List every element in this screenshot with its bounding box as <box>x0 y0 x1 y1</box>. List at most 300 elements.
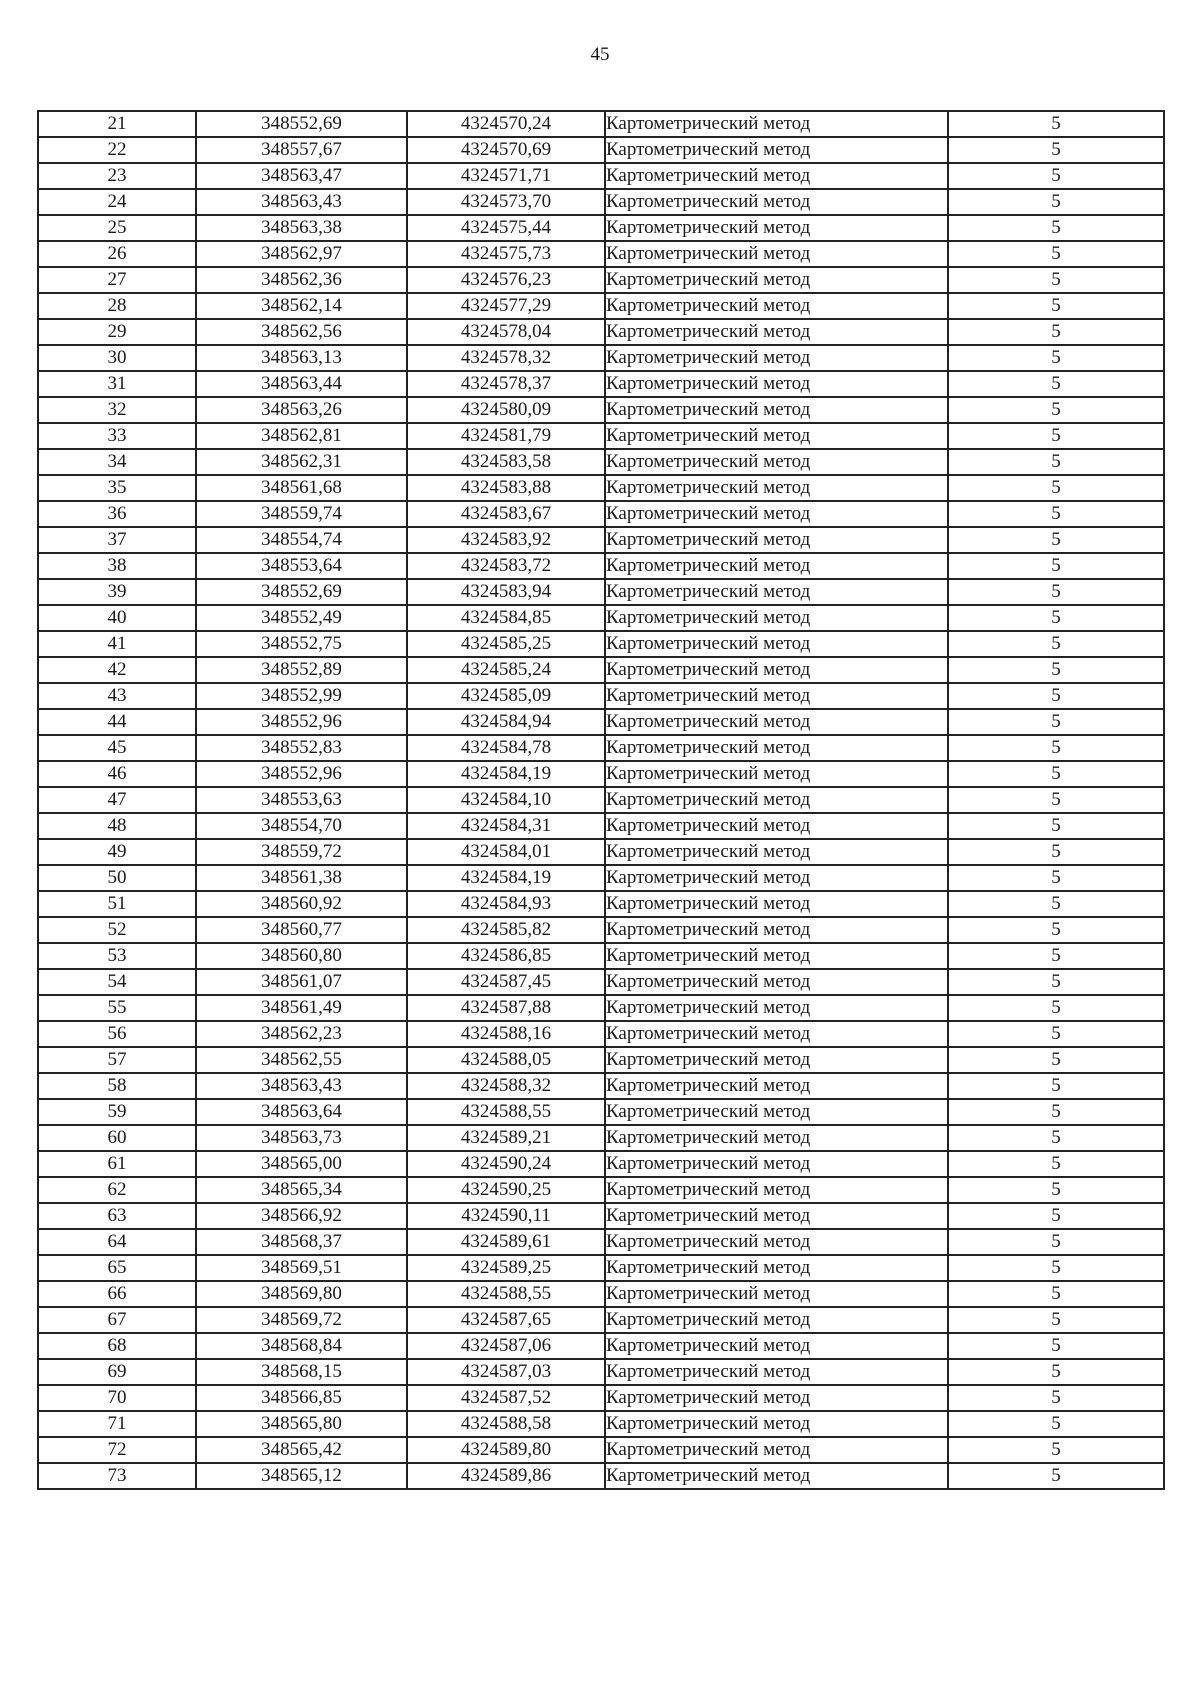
point-number-cell: 36 <box>38 501 196 527</box>
point-number-cell: 31 <box>38 371 196 397</box>
point-number-cell: 45 <box>38 735 196 761</box>
point-number-cell: 43 <box>38 683 196 709</box>
method-cell: Картометрический метод <box>605 1437 948 1463</box>
y-coordinate-cell: 4324584,31 <box>407 813 605 839</box>
accuracy-cell: 5 <box>948 189 1164 215</box>
accuracy-cell: 5 <box>948 657 1164 683</box>
table-row <box>38 1281 1164 1307</box>
x-coordinate-cell: 348563,47 <box>196 163 407 189</box>
point-number-cell: 62 <box>38 1177 196 1203</box>
point-number-cell: 32 <box>38 397 196 423</box>
point-number-cell: 56 <box>38 1021 196 1047</box>
method-cell: Картометрический метод <box>605 215 948 241</box>
method-cell: Картометрический метод <box>605 891 948 917</box>
accuracy-cell: 5 <box>948 969 1164 995</box>
method-cell: Картометрический метод <box>605 293 948 319</box>
x-coordinate-cell: 348563,44 <box>196 371 407 397</box>
table-row <box>38 475 1164 501</box>
table-row <box>38 787 1164 813</box>
y-coordinate-cell: 4324583,72 <box>407 553 605 579</box>
x-coordinate-cell: 348563,26 <box>196 397 407 423</box>
point-number-cell: 61 <box>38 1151 196 1177</box>
x-coordinate-cell: 348552,75 <box>196 631 407 657</box>
table-row <box>38 813 1164 839</box>
x-coordinate-cell: 348560,77 <box>196 917 407 943</box>
y-coordinate-cell: 4324588,05 <box>407 1047 605 1073</box>
y-coordinate-cell: 4324589,80 <box>407 1437 605 1463</box>
table-row <box>38 1437 1164 1463</box>
point-number-cell: 24 <box>38 189 196 215</box>
point-number-cell: 66 <box>38 1281 196 1307</box>
table-row <box>38 1177 1164 1203</box>
x-coordinate-cell: 348554,70 <box>196 813 407 839</box>
method-cell: Картометрический метод <box>605 527 948 553</box>
accuracy-cell: 5 <box>948 631 1164 657</box>
accuracy-cell: 5 <box>948 475 1164 501</box>
x-coordinate-cell: 348563,73 <box>196 1125 407 1151</box>
point-number-cell: 28 <box>38 293 196 319</box>
table-row <box>38 1203 1164 1229</box>
y-coordinate-cell: 4324587,52 <box>407 1385 605 1411</box>
y-coordinate-cell: 4324585,24 <box>407 657 605 683</box>
point-number-cell: 51 <box>38 891 196 917</box>
point-number-cell: 72 <box>38 1437 196 1463</box>
x-coordinate-cell: 348566,92 <box>196 1203 407 1229</box>
x-coordinate-cell: 348559,74 <box>196 501 407 527</box>
x-coordinate-cell: 348562,81 <box>196 423 407 449</box>
point-number-cell: 29 <box>38 319 196 345</box>
table-body <box>38 111 1164 1489</box>
accuracy-cell: 5 <box>948 345 1164 371</box>
y-coordinate-cell: 4324589,25 <box>407 1255 605 1281</box>
table-row <box>38 1307 1164 1333</box>
point-number-cell: 22 <box>38 137 196 163</box>
method-cell: Картометрический метод <box>605 787 948 813</box>
method-cell: Картометрический метод <box>605 813 948 839</box>
accuracy-cell: 5 <box>948 553 1164 579</box>
table-row <box>38 1255 1164 1281</box>
table-row <box>38 553 1164 579</box>
y-coordinate-cell: 4324570,69 <box>407 137 605 163</box>
table-row <box>38 1229 1164 1255</box>
y-coordinate-cell: 4324585,25 <box>407 631 605 657</box>
point-number-cell: 39 <box>38 579 196 605</box>
method-cell: Картометрический метод <box>605 683 948 709</box>
accuracy-cell: 5 <box>948 735 1164 761</box>
method-cell: Картометрический метод <box>605 943 948 969</box>
accuracy-cell: 5 <box>948 761 1164 787</box>
y-coordinate-cell: 4324580,09 <box>407 397 605 423</box>
table-row <box>38 605 1164 631</box>
table-row <box>38 1125 1164 1151</box>
x-coordinate-cell: 348562,31 <box>196 449 407 475</box>
table-row <box>38 1047 1164 1073</box>
x-coordinate-cell: 348560,80 <box>196 943 407 969</box>
accuracy-cell: 5 <box>948 267 1164 293</box>
point-number-cell: 69 <box>38 1359 196 1385</box>
method-cell: Картометрический метод <box>605 1047 948 1073</box>
y-coordinate-cell: 4324587,65 <box>407 1307 605 1333</box>
x-coordinate-cell: 348565,80 <box>196 1411 407 1437</box>
x-coordinate-cell: 348569,72 <box>196 1307 407 1333</box>
y-coordinate-cell: 4324585,09 <box>407 683 605 709</box>
accuracy-cell: 5 <box>948 1307 1164 1333</box>
table-row <box>38 345 1164 371</box>
page-number: 45 <box>590 44 610 65</box>
y-coordinate-cell: 4324584,94 <box>407 709 605 735</box>
method-cell: Картометрический метод <box>605 735 948 761</box>
accuracy-cell: 5 <box>948 839 1164 865</box>
method-cell: Картометрический метод <box>605 475 948 501</box>
point-number-cell: 67 <box>38 1307 196 1333</box>
point-number-cell: 48 <box>38 813 196 839</box>
table-row <box>38 527 1164 553</box>
point-number-cell: 23 <box>38 163 196 189</box>
method-cell: Картометрический метод <box>605 111 948 137</box>
x-coordinate-cell: 348552,96 <box>196 709 407 735</box>
accuracy-cell: 5 <box>948 683 1164 709</box>
accuracy-cell: 5 <box>948 1047 1164 1073</box>
x-coordinate-cell: 348561,68 <box>196 475 407 501</box>
coordinates-table <box>37 110 1165 1490</box>
accuracy-cell: 5 <box>948 1281 1164 1307</box>
method-cell: Картометрический метод <box>605 137 948 163</box>
method-cell: Картометрический метод <box>605 631 948 657</box>
x-coordinate-cell: 348563,64 <box>196 1099 407 1125</box>
point-number-cell: 46 <box>38 761 196 787</box>
table-row <box>38 449 1164 475</box>
table-row <box>38 1411 1164 1437</box>
table-row <box>38 423 1164 449</box>
table-row <box>38 1021 1164 1047</box>
accuracy-cell: 5 <box>948 1099 1164 1125</box>
x-coordinate-cell: 348552,69 <box>196 111 407 137</box>
table-row <box>38 111 1164 137</box>
table-row <box>38 943 1164 969</box>
table-row <box>38 579 1164 605</box>
y-coordinate-cell: 4324585,82 <box>407 917 605 943</box>
accuracy-cell: 5 <box>948 501 1164 527</box>
table-row <box>38 1463 1164 1489</box>
x-coordinate-cell: 348552,89 <box>196 657 407 683</box>
point-number-cell: 65 <box>38 1255 196 1281</box>
x-coordinate-cell: 348562,14 <box>196 293 407 319</box>
y-coordinate-cell: 4324589,61 <box>407 1229 605 1255</box>
y-coordinate-cell: 4324578,32 <box>407 345 605 371</box>
method-cell: Картометрический метод <box>605 501 948 527</box>
y-coordinate-cell: 4324583,58 <box>407 449 605 475</box>
y-coordinate-cell: 4324590,24 <box>407 1151 605 1177</box>
table-row <box>38 891 1164 917</box>
accuracy-cell: 5 <box>948 1437 1164 1463</box>
point-number-cell: 42 <box>38 657 196 683</box>
point-number-cell: 70 <box>38 1385 196 1411</box>
y-coordinate-cell: 4324584,10 <box>407 787 605 813</box>
x-coordinate-cell: 348565,12 <box>196 1463 407 1489</box>
point-number-cell: 71 <box>38 1411 196 1437</box>
x-coordinate-cell: 348569,80 <box>196 1281 407 1307</box>
x-coordinate-cell: 348561,49 <box>196 995 407 1021</box>
x-coordinate-cell: 348563,13 <box>196 345 407 371</box>
table-row <box>38 241 1164 267</box>
point-number-cell: 50 <box>38 865 196 891</box>
table-row <box>38 631 1164 657</box>
table-row <box>38 397 1164 423</box>
accuracy-cell: 5 <box>948 1125 1164 1151</box>
method-cell: Картометрический метод <box>605 865 948 891</box>
point-number-cell: 30 <box>38 345 196 371</box>
y-coordinate-cell: 4324590,25 <box>407 1177 605 1203</box>
point-number-cell: 55 <box>38 995 196 1021</box>
y-coordinate-cell: 4324587,03 <box>407 1359 605 1385</box>
x-coordinate-cell: 348557,67 <box>196 137 407 163</box>
table-row <box>38 163 1164 189</box>
y-coordinate-cell: 4324575,73 <box>407 241 605 267</box>
y-coordinate-cell: 4324583,67 <box>407 501 605 527</box>
method-cell: Картометрический метод <box>605 761 948 787</box>
x-coordinate-cell: 348565,34 <box>196 1177 407 1203</box>
y-coordinate-cell: 4324571,71 <box>407 163 605 189</box>
x-coordinate-cell: 348552,96 <box>196 761 407 787</box>
accuracy-cell: 5 <box>948 423 1164 449</box>
point-number-cell: 73 <box>38 1463 196 1489</box>
x-coordinate-cell: 348565,42 <box>196 1437 407 1463</box>
accuracy-cell: 5 <box>948 579 1164 605</box>
accuracy-cell: 5 <box>948 1463 1164 1489</box>
y-coordinate-cell: 4324587,45 <box>407 969 605 995</box>
accuracy-cell: 5 <box>948 1021 1164 1047</box>
table-row <box>38 917 1164 943</box>
table-row <box>38 1359 1164 1385</box>
x-coordinate-cell: 348562,36 <box>196 267 407 293</box>
y-coordinate-cell: 4324588,32 <box>407 1073 605 1099</box>
accuracy-cell: 5 <box>948 1177 1164 1203</box>
x-coordinate-cell: 348552,99 <box>196 683 407 709</box>
x-coordinate-cell: 348563,43 <box>196 189 407 215</box>
x-coordinate-cell: 348566,85 <box>196 1385 407 1411</box>
y-coordinate-cell: 4324584,01 <box>407 839 605 865</box>
table-row <box>38 761 1164 787</box>
x-coordinate-cell: 348562,56 <box>196 319 407 345</box>
y-coordinate-cell: 4324589,86 <box>407 1463 605 1489</box>
method-cell: Картометрический метод <box>605 1073 948 1099</box>
accuracy-cell: 5 <box>948 1359 1164 1385</box>
table-row <box>38 501 1164 527</box>
x-coordinate-cell: 348563,38 <box>196 215 407 241</box>
y-coordinate-cell: 4324587,88 <box>407 995 605 1021</box>
y-coordinate-cell: 4324583,92 <box>407 527 605 553</box>
accuracy-cell: 5 <box>948 371 1164 397</box>
y-coordinate-cell: 4324584,93 <box>407 891 605 917</box>
method-cell: Картометрический метод <box>605 1125 948 1151</box>
accuracy-cell: 5 <box>948 293 1164 319</box>
y-coordinate-cell: 4324575,44 <box>407 215 605 241</box>
point-number-cell: 33 <box>38 423 196 449</box>
accuracy-cell: 5 <box>948 527 1164 553</box>
method-cell: Картометрический метод <box>605 657 948 683</box>
method-cell: Картометрический метод <box>605 1385 948 1411</box>
table-row <box>38 1333 1164 1359</box>
x-coordinate-cell: 348559,72 <box>196 839 407 865</box>
point-number-cell: 49 <box>38 839 196 865</box>
y-coordinate-cell: 4324583,88 <box>407 475 605 501</box>
accuracy-cell: 5 <box>948 865 1164 891</box>
accuracy-cell: 5 <box>948 163 1164 189</box>
method-cell: Картометрический метод <box>605 397 948 423</box>
table-row <box>38 657 1164 683</box>
y-coordinate-cell: 4324586,85 <box>407 943 605 969</box>
accuracy-cell: 5 <box>948 1229 1164 1255</box>
method-cell: Картометрический метод <box>605 709 948 735</box>
accuracy-cell: 5 <box>948 1255 1164 1281</box>
method-cell: Картометрический метод <box>605 1099 948 1125</box>
x-coordinate-cell: 348553,64 <box>196 553 407 579</box>
method-cell: Картометрический метод <box>605 1281 948 1307</box>
table-row <box>38 839 1164 865</box>
accuracy-cell: 5 <box>948 1073 1164 1099</box>
accuracy-cell: 5 <box>948 1385 1164 1411</box>
point-number-cell: 52 <box>38 917 196 943</box>
point-number-cell: 21 <box>38 111 196 137</box>
table-row <box>38 709 1164 735</box>
method-cell: Картометрический метод <box>605 1177 948 1203</box>
table-row <box>38 1385 1164 1411</box>
method-cell: Картометрический метод <box>605 449 948 475</box>
y-coordinate-cell: 4324584,19 <box>407 761 605 787</box>
accuracy-cell: 5 <box>948 215 1164 241</box>
x-coordinate-cell: 348561,07 <box>196 969 407 995</box>
x-coordinate-cell: 348568,84 <box>196 1333 407 1359</box>
method-cell: Картометрический метод <box>605 423 948 449</box>
accuracy-cell: 5 <box>948 605 1164 631</box>
x-coordinate-cell: 348552,69 <box>196 579 407 605</box>
point-number-cell: 27 <box>38 267 196 293</box>
table-row <box>38 371 1164 397</box>
accuracy-cell: 5 <box>948 813 1164 839</box>
table-row <box>38 865 1164 891</box>
y-coordinate-cell: 4324581,79 <box>407 423 605 449</box>
y-coordinate-cell: 4324590,11 <box>407 1203 605 1229</box>
point-number-cell: 44 <box>38 709 196 735</box>
x-coordinate-cell: 348562,23 <box>196 1021 407 1047</box>
point-number-cell: 58 <box>38 1073 196 1099</box>
table-row <box>38 1073 1164 1099</box>
table-row <box>38 319 1164 345</box>
y-coordinate-cell: 4324578,37 <box>407 371 605 397</box>
y-coordinate-cell: 4324570,24 <box>407 111 605 137</box>
y-coordinate-cell: 4324588,55 <box>407 1281 605 1307</box>
method-cell: Картометрический метод <box>605 1307 948 1333</box>
point-number-cell: 47 <box>38 787 196 813</box>
x-coordinate-cell: 348563,43 <box>196 1073 407 1099</box>
y-coordinate-cell: 4324588,16 <box>407 1021 605 1047</box>
x-coordinate-cell: 348568,15 <box>196 1359 407 1385</box>
y-coordinate-cell: 4324584,19 <box>407 865 605 891</box>
method-cell: Картометрический метод <box>605 1021 948 1047</box>
point-number-cell: 54 <box>38 969 196 995</box>
x-coordinate-cell: 348561,38 <box>196 865 407 891</box>
table-row <box>38 735 1164 761</box>
y-coordinate-cell: 4324576,23 <box>407 267 605 293</box>
x-coordinate-cell: 348568,37 <box>196 1229 407 1255</box>
y-coordinate-cell: 4324587,06 <box>407 1333 605 1359</box>
method-cell: Картометрический метод <box>605 163 948 189</box>
point-number-cell: 38 <box>38 553 196 579</box>
point-number-cell: 26 <box>38 241 196 267</box>
method-cell: Картометрический метод <box>605 1203 948 1229</box>
method-cell: Картометрический метод <box>605 1255 948 1281</box>
y-coordinate-cell: 4324577,29 <box>407 293 605 319</box>
x-coordinate-cell: 348562,55 <box>196 1047 407 1073</box>
table-row <box>38 293 1164 319</box>
method-cell: Картометрический метод <box>605 917 948 943</box>
method-cell: Картометрический метод <box>605 241 948 267</box>
x-coordinate-cell: 348552,49 <box>196 605 407 631</box>
x-coordinate-cell: 348562,97 <box>196 241 407 267</box>
accuracy-cell: 5 <box>948 1203 1164 1229</box>
accuracy-cell: 5 <box>948 943 1164 969</box>
table-row <box>38 683 1164 709</box>
method-cell: Картометрический метод <box>605 1333 948 1359</box>
method-cell: Картометрический метод <box>605 1411 948 1437</box>
x-coordinate-cell: 348560,92 <box>196 891 407 917</box>
x-coordinate-cell: 348565,00 <box>196 1151 407 1177</box>
accuracy-cell: 5 <box>948 787 1164 813</box>
accuracy-cell: 5 <box>948 709 1164 735</box>
accuracy-cell: 5 <box>948 111 1164 137</box>
method-cell: Картометрический метод <box>605 345 948 371</box>
accuracy-cell: 5 <box>948 1151 1164 1177</box>
x-coordinate-cell: 348552,83 <box>196 735 407 761</box>
table-row <box>38 995 1164 1021</box>
y-coordinate-cell: 4324588,55 <box>407 1099 605 1125</box>
method-cell: Картометрический метод <box>605 605 948 631</box>
y-coordinate-cell: 4324584,78 <box>407 735 605 761</box>
accuracy-cell: 5 <box>948 1333 1164 1359</box>
accuracy-cell: 5 <box>948 137 1164 163</box>
method-cell: Картометрический метод <box>605 1463 948 1489</box>
accuracy-cell: 5 <box>948 241 1164 267</box>
x-coordinate-cell: 348553,63 <box>196 787 407 813</box>
method-cell: Картометрический метод <box>605 371 948 397</box>
point-number-cell: 40 <box>38 605 196 631</box>
x-coordinate-cell: 348554,74 <box>196 527 407 553</box>
point-number-cell: 35 <box>38 475 196 501</box>
y-coordinate-cell: 4324578,04 <box>407 319 605 345</box>
method-cell: Картометрический метод <box>605 579 948 605</box>
point-number-cell: 53 <box>38 943 196 969</box>
point-number-cell: 25 <box>38 215 196 241</box>
table-row <box>38 969 1164 995</box>
y-coordinate-cell: 4324588,58 <box>407 1411 605 1437</box>
point-number-cell: 64 <box>38 1229 196 1255</box>
point-number-cell: 41 <box>38 631 196 657</box>
table-row <box>38 267 1164 293</box>
method-cell: Картометрический метод <box>605 553 948 579</box>
point-number-cell: 60 <box>38 1125 196 1151</box>
accuracy-cell: 5 <box>948 917 1164 943</box>
table-row <box>38 1099 1164 1125</box>
method-cell: Картометрический метод <box>605 1359 948 1385</box>
x-coordinate-cell: 348569,51 <box>196 1255 407 1281</box>
table-row <box>38 189 1164 215</box>
y-coordinate-cell: 4324584,85 <box>407 605 605 631</box>
accuracy-cell: 5 <box>948 995 1164 1021</box>
method-cell: Картометрический метод <box>605 319 948 345</box>
point-number-cell: 59 <box>38 1099 196 1125</box>
accuracy-cell: 5 <box>948 891 1164 917</box>
method-cell: Картометрический метод <box>605 1151 948 1177</box>
